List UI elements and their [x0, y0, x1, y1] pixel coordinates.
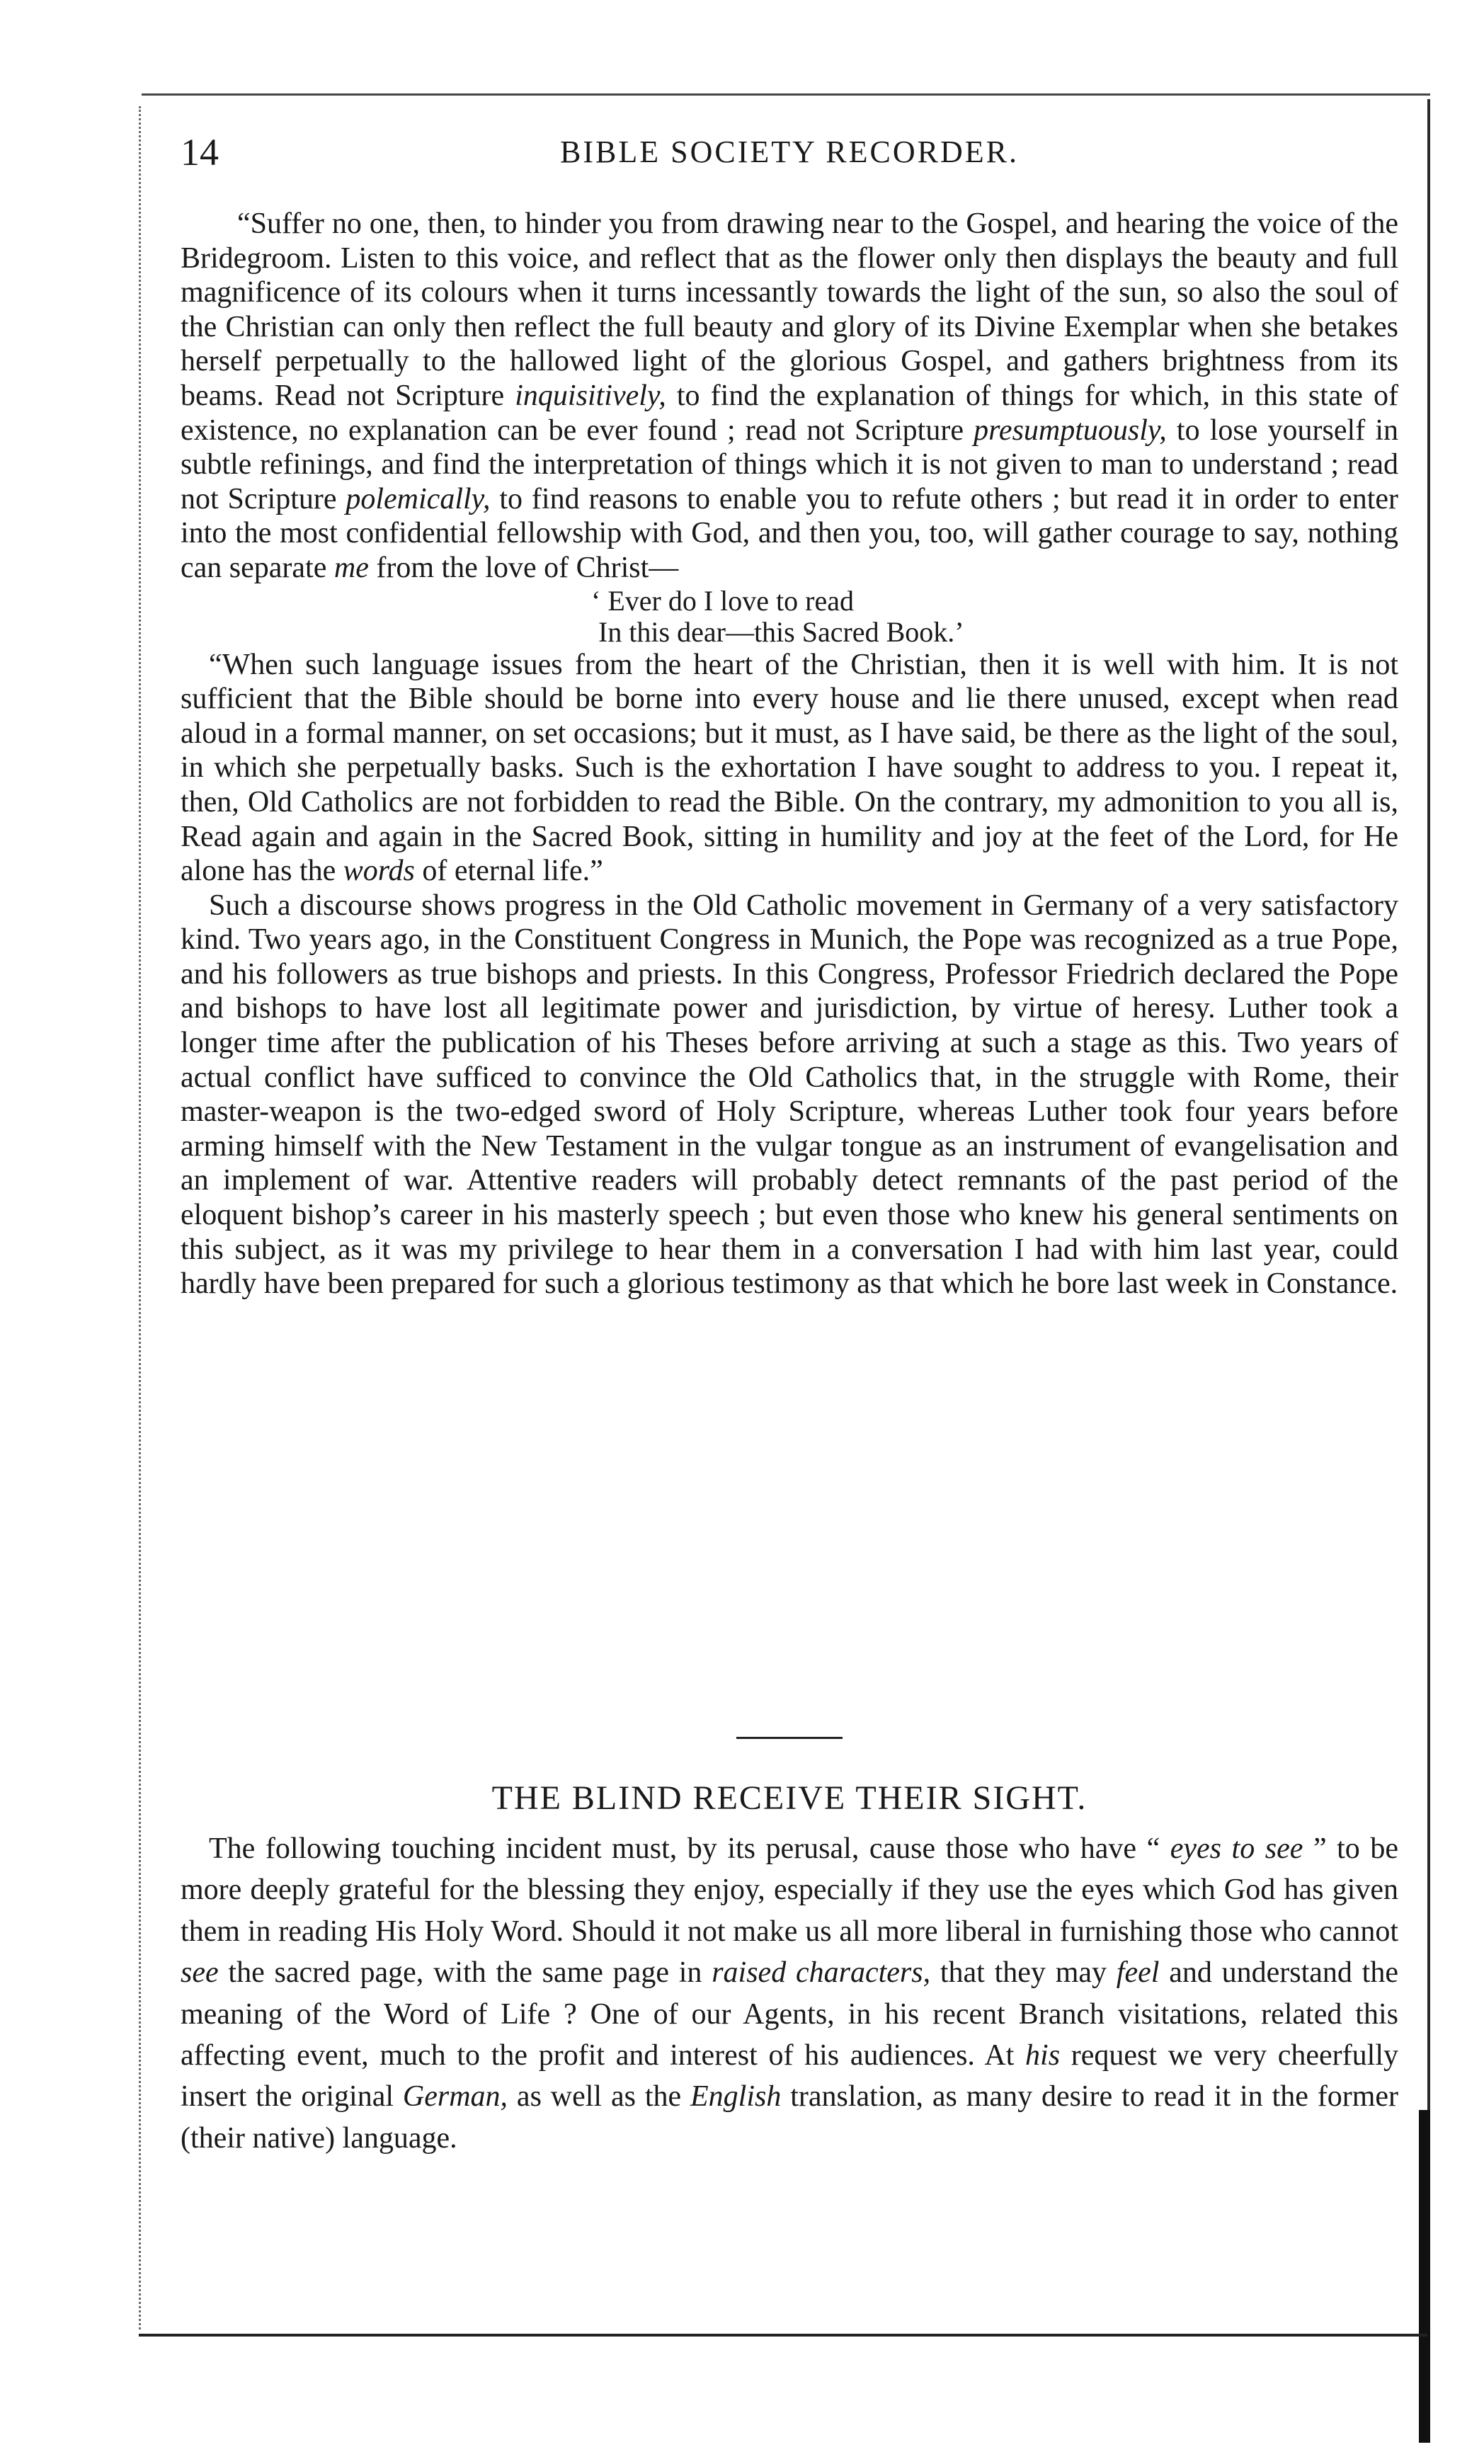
article-paragraph: Such a discourse shows progress in the Old Catholic movement in Germany of a very satisfactory kind. Two years ago, in the Constituent Congress in Munich, the Pope was recognized as a true Pope, and his followers as true bishops and priests. In this Congress, Professor Friedrich declared the Pope and bishops to have lost all legitimate power and jurisdiction, by virtue of heresy. Luther took a longer time after the publication of his Theses before arriving at such a stage as this. Two years of actual conflict have sufficed to convince the Old Catholics that, in the struggle with Rome, their master-weapon is the two-edged sword of Holy Scripture, whereas Luther took four years before arming himself with the New Testament in the vulgar tongue as an instrument of evangelisation and an implement of war. Attentive readers will probably detect remnants of the past period of the eloquent bishop’s career in his masterly speech ; but even those who knew his general sentiments on this subject, as it was my privilege to hear them in a conversation I had with him last year, could hardly have been prepared for such a glorious testimony as that which he bore last week in Constance. [181, 889, 1398, 1301]
section-separator [736, 1737, 843, 1739]
text-run: ” to be more deeply grateful for the blessing they enjoy, especially if they use the eyes which God has given them in reading His Holy Word. Should it not make us all more liberal in furnishing those who cannot [181, 1832, 1398, 1948]
italic-run: German, [402, 2080, 508, 2114]
article-paragraph [181, 648, 1398, 889]
article-body [181, 207, 1398, 1301]
italic-run: raised characters, [712, 1956, 931, 1990]
italic-run: presumptuously, [974, 413, 1167, 447]
section-paragraph [181, 1828, 1398, 2159]
text-run: to find reasons to enable you to refute others ; but read it in order to enter into the most confidential fellowship with God, and then you, too, will gather courage to say, nothing can separate [181, 482, 1398, 584]
text-run: request we very cheerfully insert the original [181, 2039, 1398, 2114]
verse-quote [181, 586, 1398, 648]
italic-run: words [343, 855, 415, 888]
left-margin-rule [139, 106, 141, 2329]
page-number: 14 [181, 131, 219, 173]
text-run: to find the explanation of things for which, in this state of existence, no explanation can be ever found ; read not Scripture [181, 379, 1399, 447]
italic-run: his [1025, 2039, 1061, 2072]
running-title: BIBLE SOCIETY RECORDER. [560, 135, 1019, 169]
article-paragraph [181, 207, 1398, 586]
italic-run: inquisitively, [515, 379, 666, 412]
text-run: the sacred page, with the same page in [218, 1956, 712, 1990]
text-run: translation, as many desire to read it in the former (their native) language. [181, 2080, 1398, 2155]
verse-line: In this dear—this Sacred Book.’ [598, 615, 964, 648]
italic-run: me [333, 551, 369, 584]
text-run: and understand the meaning of the Word of Life ? One of our Agents, in his recent Branch visitations, related this affecting event, much to the profit and interest of his audiences. At [181, 1956, 1398, 2072]
italic-run: see [181, 1956, 219, 1990]
italic-run: polemically, [346, 482, 491, 515]
text-run: “When such language issues from the heart of the Christian, then it is well with him. It is not sufficient that the Bible should be borne into every house and lie there unused, except when read aloud in a formal manner, on set occasions; but it must, as I have said, be there as the light of the soul, in which she perpetually basks. Such is the exhortation I have sought to address to you. I repeat it, then, Old Catholics are not forbidden to read the Bible. On the contrary, my admonition to you all is, Read again and again in the Sacred Book, sitting in humility and joy at the feet of the Lord, for He alone has the [181, 648, 1398, 888]
page-header [181, 127, 1398, 177]
right-margin-shadow [1419, 2110, 1430, 2443]
text-run: that they may [930, 1956, 1117, 1990]
italic-run: English [690, 2080, 782, 2114]
text-run: from the love of Christ— [368, 551, 679, 584]
text-run: “Suffer no one, then, to hinder you from drawing near to the Gospel, and hearing the voice of the Bridegroom. Listen to this voice, and reflect that as the flower only then displays the beauty and full magnificence of its colours when it turns incessantly towards the light of the sun, so also the soul of the Christian can only then reflect the full beauty and glory of its Divine Exemplar when she betakes herself perpetually to the hallowed light of the glorious Gospel, and gathers brightness from its beams. Read not Scripture [181, 207, 1398, 412]
section-heading: THE BLIND RECEIVE THEIR SIGHT. [491, 1779, 1088, 1817]
top-border-rule [142, 93, 1430, 96]
bottom-border-rule [139, 2334, 1427, 2337]
italic-run: feel [1116, 1956, 1160, 1990]
right-margin-rule [1427, 99, 1430, 2436]
text-run: The following touching incident must, by its perusal, cause those who have “ [209, 1832, 1170, 1865]
verse-line: ‘ Ever do I love to read [591, 584, 854, 617]
text-run: to lose yourself in subtle refinings, and find the interpretation of things which it is not given to man to understand ; read not Scripture [181, 413, 1399, 515]
section-body [181, 1828, 1398, 2159]
text-run: of eternal life.” [414, 855, 603, 888]
text-run: as well as the [508, 2080, 691, 2114]
italic-run: eyes to see [1170, 1832, 1303, 1865]
